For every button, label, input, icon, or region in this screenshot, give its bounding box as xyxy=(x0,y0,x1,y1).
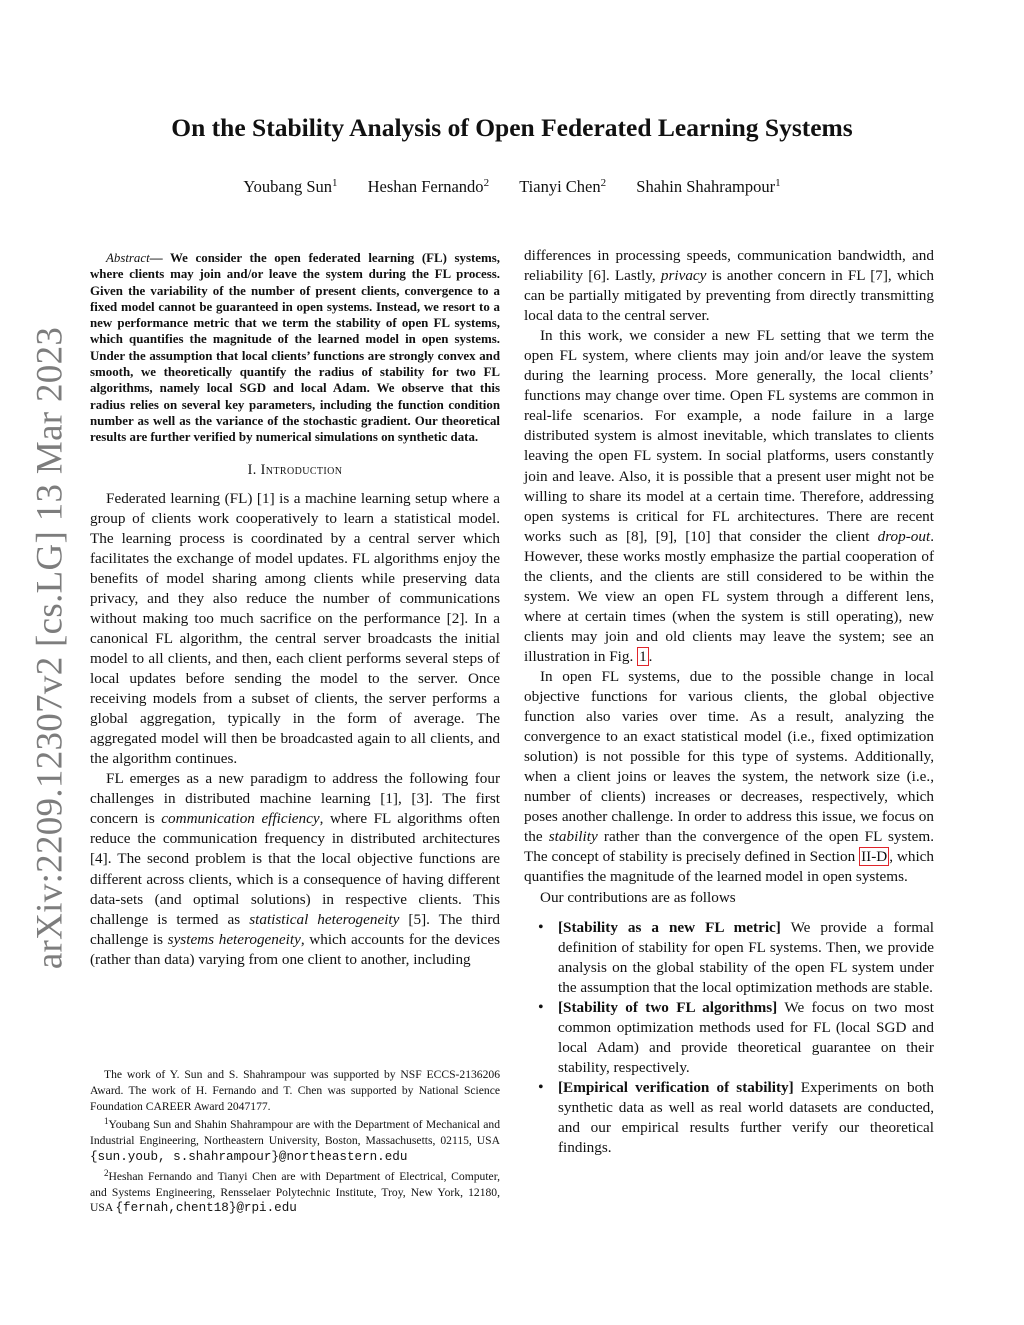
section-ref-link[interactable]: II-D xyxy=(861,848,888,866)
figure-ref-link[interactable]: 1 xyxy=(639,647,647,665)
author: Heshan Fernando$^2$ xyxy=(367,177,490,196)
abstract: Abstract— We consider the open federated learning (FL) systems, where clients may join and/or leave the system during the FL process. Given the variability of the number of present clients, convergence to a fixed model cannot be guaranteed in open systems. Instead, we resort to a new performance metric that we term the stability of open FL systems, which quantifies the magnitude of the learned model in open systems. Under the assumption that local clients’ functions are strongly convex and smooth, we theoretically quantify the radius of stability for two FL algorithms, namely local SGD and local Adam. We observe that this radius relies on several key parameters, including the function condition number as well as the variance of the stochastic gradient. Our theoretical results are further verified by numerical simulations on synthetic data. xyxy=(90,251,500,445)
affiliation-footnote-1: $^1$Youbang Sun and Shahin Shahrampour are with the Department of Mechanical and Industrial Engineering, Northeastern University, Boston, Massachusetts, 02115, USA {sun.youb, s.shahrampour}@northeastern.edu xyxy=(90,1116,500,1164)
intro-paragraph-3: differences in processing speeds, communication bandwidth, and reliability [6]. Lastly, privacy is another concern in FL [7], which can be partially mitigated by preventing from directly transmitting local data to the central server. xyxy=(524,247,935,325)
right-column xyxy=(524,246,934,1158)
intro-paragraph-5: In open FL systems, due to the possible change in local objective functions for various clients, the global objective function also varies over time. As a result, analyzing the convergence to an exact statistical model (i.e., fixed optimization solution) is not possible for this type of systems. Additionally, when a client joins or leaves the system, the network size (i.e., number of clients) increases or decreases, respectively, which poses another challenge. In order to address this issue, we focus on the stability rather than the convergence of the open FL system. The concept of stability is precisely defined in Section II-D , which quantifies the magnitude of the learned model in open systems. xyxy=(524,667,934,886)
author: Youbang Sun$^1$ xyxy=(243,177,338,196)
intro-paragraph-1: Federated learning (FL) [1] is a machine learning setup where a group of clients work cooperatively to learn a statistical model. The learning process is coordinated by a central server which facilitates the exchange of model updates. FL algorithms enjoy the benefits of model sharing among clients while preserving data privacy, and they also reduce the number of communications without making too much sacrifice on the performance [2]. In a canonical FL algorithm, the central server broadcasts the initial model to all clients, and then, each client performs several steps of local updates before sending the model to the server. Once receiving models from a subset of clients, the server performs a global aggregation, typically in the form of average. The aggregated model will then be broadcasted again to all clients, and the algorithm continues. xyxy=(90,489,500,768)
contributions-intro: Our contributions are as follows xyxy=(540,888,736,906)
author: Shahin Shahrampour$^1$ xyxy=(636,177,781,196)
abstract-label: Abstract xyxy=(106,251,150,265)
contributions-list xyxy=(524,918,934,1159)
list-item: • [Stability as a new FL metric] We provide a formal definition of stability for open FL systems. Then, we provide analysis on the global stability of the open FL system under the assumption that the local optimization methods are stable. xyxy=(524,918,934,998)
funding-footnote: The work of Y. Sun and S. Shahrampour was supported by NSF ECCS-2136206 Award. The work of H. Fernando and T. Chen was supported by National Science Foundation CAREER Award 2047177. xyxy=(90,1068,500,1113)
section-heading-introduction: I. Introduction xyxy=(247,461,343,478)
author-list xyxy=(0,177,1024,197)
left-column xyxy=(90,246,500,970)
footnotes xyxy=(90,1067,500,1217)
email-link[interactable]: {sun.youb, s.shahrampour}@northeastern.edu xyxy=(90,1149,408,1164)
list-item: • [Empirical verification of stability] Experiments on both synthetic data as well as real world datasets are conducted, and our empirical results further verify our theoretical findings. xyxy=(524,1078,934,1158)
affiliation-footnote-2: $^2$Heshan Fernando and Tianyi Chen are with Department of Electrical, Computer, and Systems Engineering, Rensselaer Polytechnic Institute, Troy, New York, 12180, USA {fernah,chent18}@rpi.edu xyxy=(90,1167,500,1216)
author: Tianyi Chen$^2$ xyxy=(519,177,607,196)
intro-paragraph-2: FL emerges as a new paradigm to address the following four challenges in distributed machine learning [1], [3]. The first concern is communication efficiency, where FL algorithms often reduce the communication frequency in distributed architectures [4]. The second problem is that the local objective functions are different across clients, which is a consequence of having different data-sets (and optimal solutions) in respective clients. This challenge is termed as statistical heterogeneity [5]. The third challenge is systems heterogeneity, which accounts for the devices (rather than data) varying from one client to another, including xyxy=(90,770,500,968)
arxiv-identifier: arXiv:2209.12307v2 [cs.LG] 13 Mar 2023 xyxy=(29,326,71,970)
list-item: • [Stability of two FL algorithms] We focus on two most common optimization methods used for FL (local SGD and local Adam) and provide theoretical guarantee on their stability, respectively. xyxy=(524,998,934,1078)
paper-title: On the Stability Analysis of Open Federated Learning Systems xyxy=(171,113,853,142)
email-link[interactable]: {fernah,chent18}@rpi.edu xyxy=(115,1201,297,1216)
intro-paragraph-4: In this work, we consider a new FL setting that we term the open FL system, where clients may join and/or leave the system during the learning process. More generally, the local clients’ functions may change over time. Open FL systems are common in real-life scenarios. For example, a node failure in a large distributed system is almost inevitable, which translates to clients leaving the open FL system. In social platforms, users constantly join and leave. Also, it is possible that a present user might not be willing to share its model at a certain time. Therefore, addressing open systems is critical for FL architectures. There are recent works such as [8], [9], [10] that consider the client drop-out. However, these works mostly emphasize the partial cooperation of the clients, and the clients are still considered to be within the system. We view an open FL system through a different lens, where at certain times (when the system is still operating), new clients may join and old clients may leave the system; see an illustration in Fig. 1 . xyxy=(524,327,934,665)
